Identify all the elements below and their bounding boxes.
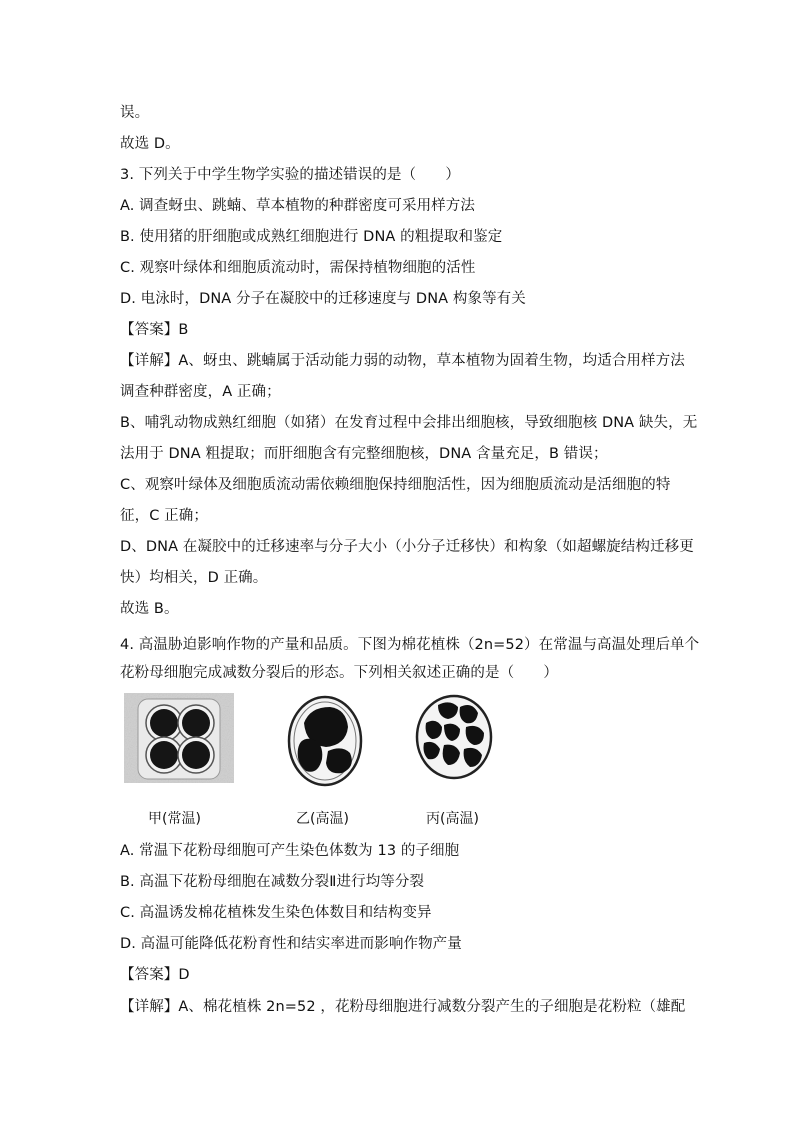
tetrad-normal-image (124, 693, 234, 783)
question-3-explanation: 【详解】A、蚜虫、跳蝻属于活动能力弱的动物，草本植物为固着生物，均适合用样方法 (120, 353, 685, 369)
question-3-explanation: 征，C 正确； (120, 508, 208, 524)
question-3-explanation: B、哺乳动物成熟红细胞（如猪）在发育过程中会排出细胞核，导致细胞核 DNA 缺失，无 (120, 415, 698, 431)
question-3-option-c: C. 观察叶绿体和细胞质流动时，需保持植物细胞的活性 (120, 260, 476, 276)
question-3-answer: 【答案】B (120, 322, 189, 338)
question-3-stem: 3. 下列关于中学生物学实验的描述错误的是（ ） (120, 167, 460, 183)
cell-high-temp-image-1 (280, 693, 370, 793)
cell-high-temp-image-2 (414, 693, 496, 783)
question-4-explanation: 【详解】A、棉花植株 2n=52 ，花粉母细胞进行减数分裂产生的子细胞是花粉粒（雄配 (120, 999, 686, 1015)
figure-caption-yi: 乙(高温) (296, 811, 349, 827)
question-3-explanation: D、DNA 在凝胶中的迁移速率与分子大小（小分子迁移快）和构象（如超螺旋结构迁移更 (120, 539, 694, 555)
question-3-option-a: A. 调查蚜虫、跳蝻、草本植物的种群密度可采用样方法 (120, 198, 475, 214)
question-4-option-d: D. 高温可能降低花粉育性和结实率进而影响作物产量 (120, 936, 462, 952)
figure-caption-jia: 甲(常温) (148, 811, 201, 827)
question-3-explanation: 法用于 DNA 粗提取；而肝细胞含有完整细胞核，DNA 含量充足，B 错误； (120, 446, 608, 462)
cell-figure (120, 693, 500, 828)
question-4-option-c: C. 高温诱发棉花植株发生染色体数目和结构变异 (120, 905, 432, 921)
question-4-option-b: B. 高温下花粉母细胞在减数分裂Ⅱ进行均等分裂 (120, 874, 425, 890)
figure-yi (280, 693, 370, 793)
text-line: 误。 (120, 105, 150, 121)
question-4-stem: 花粉母细胞完成减数分裂后的形态。下列相关叙述正确的是（ ） (120, 665, 558, 681)
figure-bing (414, 693, 496, 783)
question-3-explanation: C、观察叶绿体及细胞质流动需依赖细胞保持细胞活性，因为细胞质流动是活细胞的特 (120, 477, 671, 493)
question-3-option-d: D. 电泳时，DNA 分子在凝胶中的迁移速度与 DNA 构象等有关 (120, 291, 526, 307)
question-3-explanation: 调查种群密度，A 正确； (120, 384, 281, 400)
question-4-answer: 【答案】D (120, 967, 190, 983)
question-3-option-b: B. 使用猪的肝细胞或成熟红细胞进行 DNA 的粗提取和鉴定 (120, 229, 503, 245)
figure-jia (124, 693, 234, 783)
question-3-explanation: 快）均相关，D 正确。 (120, 570, 268, 586)
question-4-option-a: A. 常温下花粉母细胞可产生染色体数为 13 的子细胞 (120, 843, 460, 859)
text-line: 故选 D。 (120, 136, 180, 152)
figure-caption-bing: 丙(高温) (426, 811, 479, 827)
question-4-stem: 4. 高温胁迫影响作物的产量和品质。下图为棉花植株（2n=52）在常温与高温处理后单个 (120, 637, 700, 653)
text-line: 故选 B。 (120, 601, 179, 617)
